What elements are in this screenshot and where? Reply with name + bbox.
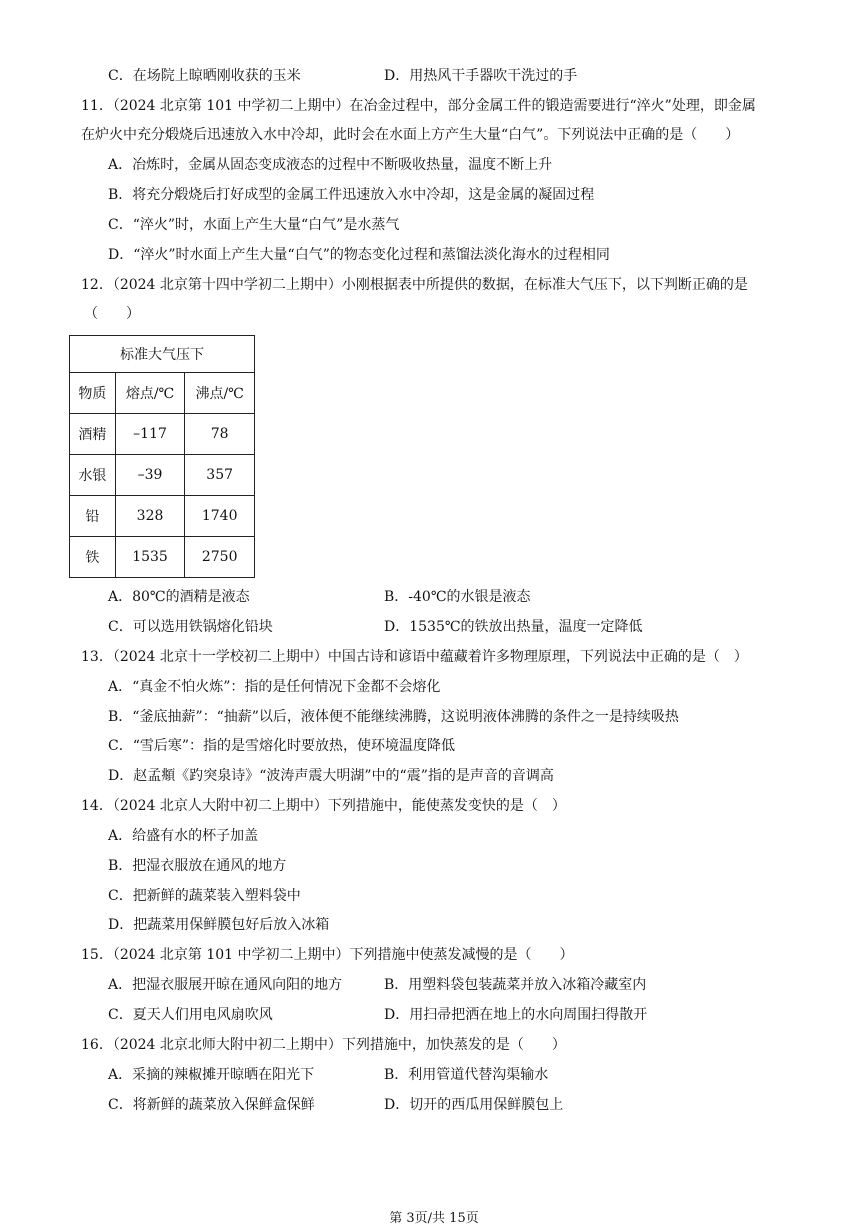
table-cell: 1740 [185,496,255,537]
q11-option-b: B．将充分煅烧后打好成型的金属工件迅速放入水中冷却，这是金属的凝固过程 [108,187,595,203]
q15-option-a: A．把湿衣服展开晾在通风向阳的地方 [108,977,343,993]
table-cell: 2750 [185,537,255,578]
q12-stem-line1: 12．（2024 北京第十四中学初二上期中）小刚根据表中所提供的数据，在标准大气压下，以下判断正确的是 [81,277,748,293]
table-cell: 酒精 [70,414,116,455]
q14-option-a: A．给盛有水的杯子加盖 [108,828,259,844]
q11-option-c: C．“淬火”时，水面上产生大量“白气”是水蒸气 [108,217,400,233]
q11-stem-line1: 11．（2024 北京第 101 中学初二上期中）在冶金过程中，部分金属工件的锻造需要进行“淬火”处理，即金属 [81,98,756,114]
table-row [70,414,255,455]
q13-option-c: C．“雪后寒”：指的是雪熔化时要放热，使环境温度降低 [108,738,456,754]
q10-option-c: C．在场院上晾晒刚收获的玉米 [108,68,301,84]
table-row [70,537,255,578]
q12-option-c: C．可以选用铁锅熔化铅块 [108,619,273,635]
q16-option-a: A．采摘的辣椒摊开晾晒在阳光下 [108,1067,315,1083]
q15-option-d: D．用扫帚把洒在地上的水向周围扫得散开 [384,1007,648,1023]
table-cell: 357 [185,455,255,496]
q16-option-c: C．将新鲜的蔬菜放入保鲜盒保鲜 [108,1097,315,1113]
table-cell: 78 [185,414,255,455]
table-row [70,455,255,496]
q13-option-b: B．“釜底抽薪”：“抽薪”以后，液体便不能继续沸腾，这说明液体沸腾的条件之一是持续吸热 [108,709,679,725]
table-cell: –117 [115,414,185,455]
table-row [70,496,255,537]
q16-stem: 16．（2024 北京北师大附中初二上期中）下列措施中，加快蒸发的是（ ） [81,1037,566,1053]
q14-stem: 14．（2024 北京人大附中初二上期中）下列措施中，能使蒸发变快的是（ ） [81,798,566,814]
q12-option-b: B．-40℃的水银是液态 [384,589,531,605]
table-header: 物质 [70,373,116,414]
q11-option-a: A．冶炼时，金属从固态变成液态的过程中不断吸收热量，温度不断上升 [108,157,553,173]
table-cell: 铁 [70,537,116,578]
table-title: 标准大气压下 [70,336,255,373]
melting-boiling-table [69,335,255,578]
q16-option-d: D．切开的西瓜用保鲜膜包上 [384,1097,564,1113]
table-cell: 铅 [70,496,116,537]
table-cell: –39 [115,455,185,496]
q13-option-a: A．“真金不怕火炼”：指的是任何情况下金都不会熔化 [108,679,441,695]
q14-option-c: C．把新鲜的蔬菜装入塑料袋中 [108,888,301,904]
q12-stem-line2: （ ） [84,306,140,322]
page-footer: 第 3页/共 15页 [389,1211,479,1226]
q12-option-d: D．1535℃的铁放出热量，温度一定降低 [384,619,643,635]
q15-stem: 15．（2024 北京第 101 中学初二上期中）下列措施中使蒸发减慢的是（ ） [81,947,574,963]
q15-option-c: C．夏天人们用电风扇吹风 [108,1007,273,1023]
q12-option-a: A．80℃的酒精是液态 [108,589,250,605]
table-cell: 水银 [70,455,116,496]
q10-option-d: D．用热风干手器吹干洗过的手 [384,68,578,84]
q15-option-b: B．用塑料袋包装蔬菜并放入冰箱冷藏室内 [384,977,647,993]
table-header: 沸点/℃ [185,373,255,414]
q16-option-b: B．利用管道代替沟渠输水 [384,1067,549,1083]
q13-stem: 13．（2024 北京十一学校初二上期中）中国古诗和谚语中蕴藏着许多物理原理，下列说法中正确的是（ ） [81,649,748,665]
table-header: 熔点/℃ [115,373,185,414]
q13-option-d: D．赵孟頫《趵突泉诗》“波涛声震大明湖”中的“震”指的是声音的音调高 [108,768,554,784]
q11-option-d: D．“淬火”时水面上产生大量“白气”的物态变化过程和蒸馏法淡化海水的过程相同 [108,247,610,263]
q14-option-b: B．把湿衣服放在通风的地方 [108,858,287,874]
q11-stem-line2: 在炉火中充分煅烧后迅速放入水中冷却，此时会在水面上方产生大量“白气”。下列说法中正确的是（ ） [81,127,740,143]
q14-option-d: D．把蔬菜用保鲜膜包好后放入冰箱 [108,917,330,933]
table-cell: 1535 [115,537,185,578]
table-cell: 328 [115,496,185,537]
